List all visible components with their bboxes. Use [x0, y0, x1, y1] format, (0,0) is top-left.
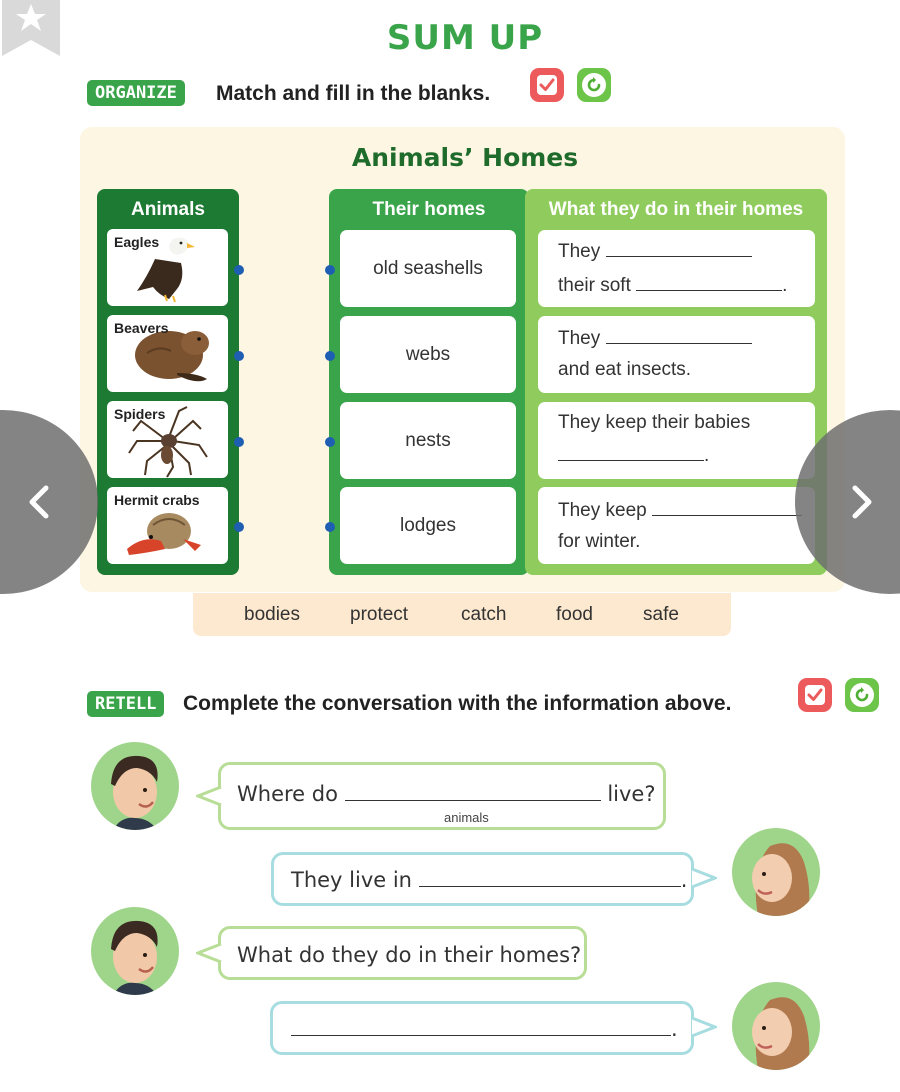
home-card[interactable]: nests: [340, 402, 516, 479]
retry-button[interactable]: [577, 68, 611, 102]
punctuation: .: [704, 445, 710, 466]
retell-instruction: Complete the conversation with the information above.: [183, 692, 732, 715]
match-dot-animal[interactable]: [234, 437, 244, 447]
speech-bubble: [270, 1001, 694, 1055]
bubble-text: live?: [607, 782, 656, 806]
animal-label: Beavers: [114, 320, 169, 336]
animals-column: [97, 189, 239, 575]
chevron-left-icon: [20, 482, 60, 522]
what-column: [525, 189, 827, 575]
bubble-text: Where do: [237, 782, 338, 806]
speech-bubble: [218, 926, 587, 980]
animal-card-eagles[interactable]: [107, 229, 228, 306]
girl-portrait: [732, 982, 820, 1070]
home-card[interactable]: lodges: [340, 487, 516, 564]
bubble-text: What do they do in their homes?: [237, 943, 582, 967]
what-card: [538, 487, 815, 564]
answer-blank[interactable]: [291, 1035, 671, 1036]
avatar-boy: [91, 742, 179, 830]
what-text: They: [558, 241, 601, 262]
animal-card-hermit-crabs[interactable]: [107, 487, 228, 564]
home-card[interactable]: old seashells: [340, 230, 516, 307]
answer-blank[interactable]: [606, 256, 752, 257]
word-bank: [193, 593, 731, 636]
blank-hint: animals: [444, 810, 489, 825]
answer-blank[interactable]: [636, 290, 782, 291]
match-dot-home[interactable]: [325, 265, 335, 275]
bubble-tail: [691, 1015, 717, 1039]
word-bank-item[interactable]: safe: [643, 604, 679, 625]
what-card: [538, 230, 815, 307]
what-header: What they do in their homes: [548, 199, 804, 220]
retry-icon: [853, 686, 871, 704]
what-text: their soft: [558, 275, 631, 296]
organize-instruction: Match and fill in the blanks.: [216, 82, 491, 105]
match-dot-animal[interactable]: [234, 265, 244, 275]
bubble-tail: [196, 941, 222, 965]
what-text: for winter.: [558, 531, 641, 552]
animals-header: Animals: [131, 199, 205, 220]
what-card: [538, 402, 815, 479]
animal-label: Spiders: [114, 406, 166, 422]
homes-header: Their homes: [372, 199, 486, 220]
check-icon: [536, 74, 558, 96]
check-icon: [804, 684, 826, 706]
word-bank-item[interactable]: protect: [350, 604, 409, 625]
homes-column: [329, 189, 529, 575]
match-dot-home[interactable]: [325, 351, 335, 361]
match-dot-home[interactable]: [325, 522, 335, 532]
answer-blank[interactable]: [558, 460, 704, 461]
retell-tag: RETELL: [87, 691, 164, 717]
what-text: They: [558, 328, 601, 349]
bubble-tail: [691, 866, 717, 890]
bubble-text: .: [671, 1017, 678, 1041]
speech-bubble: [271, 852, 694, 906]
match-dot-animal[interactable]: [234, 351, 244, 361]
word-bank-item[interactable]: bodies: [244, 604, 300, 625]
animal-card-spiders[interactable]: [107, 401, 228, 478]
bubble-tail: [196, 784, 222, 808]
answer-blank[interactable]: [345, 800, 601, 801]
bubble-text: .: [680, 868, 688, 892]
boy-portrait: [91, 742, 179, 830]
animal-label: Hermit crabs: [114, 492, 200, 508]
answer-blank[interactable]: [606, 343, 752, 344]
chevron-right-icon: [841, 482, 881, 522]
check-answers-button[interactable]: [798, 678, 832, 712]
chart-title: Animals’ Homes: [351, 143, 579, 172]
word-bank-item[interactable]: catch: [461, 604, 507, 625]
answer-blank[interactable]: [419, 886, 681, 887]
avatar-girl: [732, 982, 820, 1070]
match-dot-home[interactable]: [325, 437, 335, 447]
boy-portrait: [91, 907, 179, 995]
speech-bubble: [218, 762, 666, 830]
retry-button[interactable]: [845, 678, 879, 712]
home-card[interactable]: webs: [340, 316, 516, 393]
check-answers-button[interactable]: [530, 68, 564, 102]
word-bank-item[interactable]: food: [556, 604, 593, 625]
animal-label: Eagles: [114, 234, 160, 250]
animal-card-beavers[interactable]: [107, 315, 228, 392]
avatar-boy: [91, 907, 179, 995]
retry-icon: [585, 76, 603, 94]
match-dot-animal[interactable]: [234, 522, 244, 532]
answer-blank[interactable]: [652, 515, 802, 516]
avatar-girl: [732, 828, 820, 916]
page-title: SUM UP: [386, 18, 544, 58]
what-text: and eat insects.: [558, 359, 692, 380]
what-text: They keep their babies: [558, 412, 751, 433]
girl-portrait: [732, 828, 820, 916]
organize-tag: ORGANIZE: [87, 80, 185, 106]
punctuation: .: [782, 275, 788, 296]
what-text: They keep: [558, 500, 647, 521]
bubble-text: They live in: [291, 868, 412, 892]
what-card: [538, 316, 815, 393]
